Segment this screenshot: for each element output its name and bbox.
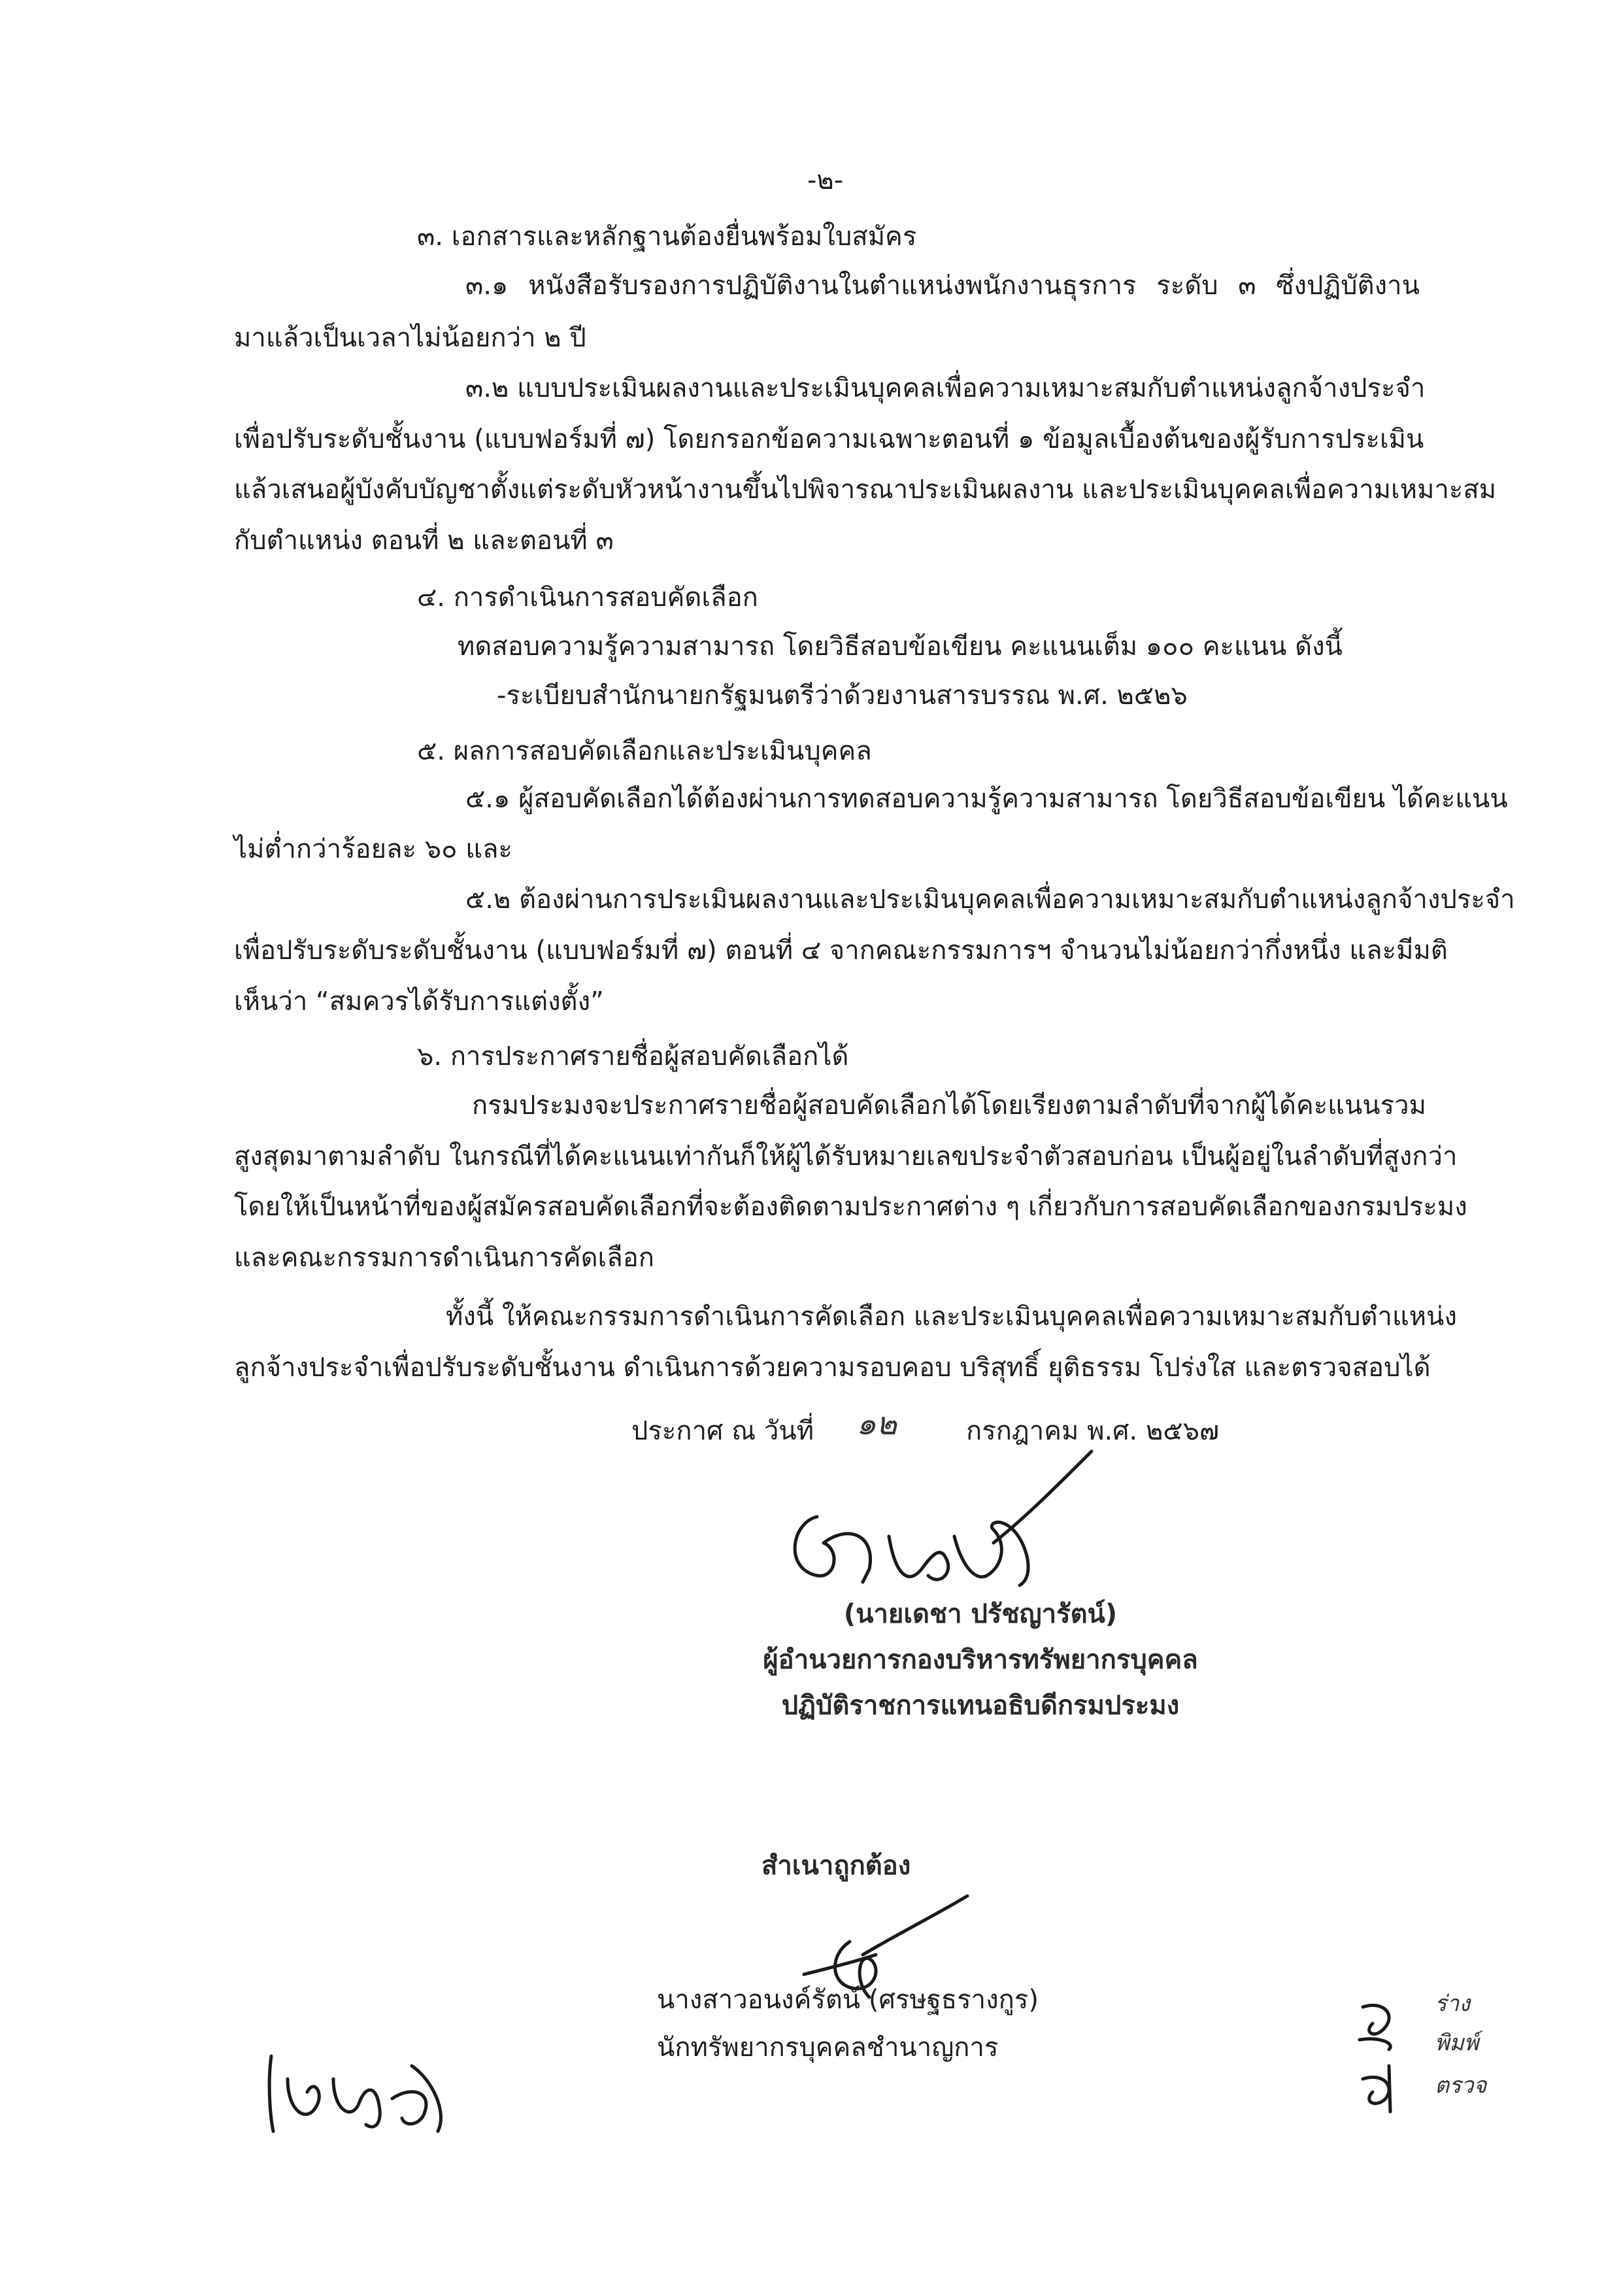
date-month-year: กรกฎาคม พ.ศ. ๒๕๖๗: [966, 1416, 1220, 1446]
section-3-heading: ๓. เอกสารและหลักฐานต้องยื่นพร้อมใบสมัคร: [417, 222, 917, 252]
section-6-line-1: กรมประมงจะประกาศรายชื่อผู้สอบคัดเลือกได้โดยเรียงตามลำดับที่จากผู้ได้คะแนนรวม: [472, 1090, 1426, 1121]
section-4-heading: ๔. การดำเนินการสอบคัดเลือก: [417, 582, 758, 613]
section-3-2-line-3: แล้วเสนอผู้บังคับบัญชาตั้งแต่ระดับหัวหน้างานขึ้นไปพิจารณาประเมินผลงาน และประเมินบุคคลเพื่อความเหมาะสม: [234, 475, 1497, 505]
margin-initials: [1350, 1987, 1409, 2118]
certifier-position: นักทรัพยากรบุคคลชำนาญการ: [657, 2033, 999, 2063]
margin-note-print: พิมพ์: [1435, 2030, 1479, 2056]
section-6-line-3: โดยให้เป็นหน้าที่ของผู้สมัครสอบคัดเลือกที่จะต้องติดตามประกาศต่าง ๆ เกี่ยวกับการสอบคัดเลือกของกรมประมง: [234, 1192, 1467, 1222]
margin-note-check: ตรวจ: [1435, 2072, 1487, 2099]
certifier-name: นางสาวอนงค์รัตน์ (ศรษฐธรางกูร): [657, 1985, 1039, 2015]
margin-note-draft: ร่าง: [1435, 1991, 1470, 2017]
section-6-line-4: และคณะกรรมการดำเนินการคัดเลือก: [234, 1243, 654, 1273]
section-6-heading: ๖. การประกาศรายชื่อผู้สอบคัดเลือกได้: [417, 1041, 849, 1072]
page-number: -๒-: [807, 165, 844, 195]
date-day: ๑๒: [856, 1406, 897, 1442]
section-5-1-line-1: ๕.๑ ผู้สอบคัดเลือกได้ต้องผ่านการทดสอบความรู้ความสามารถ โดยวิธีสอบข้อเขียน ได้คะแนน: [465, 784, 1508, 814]
signatory-title-2: ปฏิบัติราชการแทนอธิบดีกรมประมง: [781, 1691, 1180, 1721]
section-3-2-line-1: ๓.๒ แบบประเมินผลงานและประเมินบุคคลเพื่อความเหมาะสมกับตำแหน่งลูกจ้างประจำ: [465, 373, 1426, 403]
closing-line-2: ลูกจ้างประจำเพื่อปรับระดับชั้นงาน ดำเนินการด้วยความรอบคอบ บริสุทธิ์ ยุติธรรม โปร่งใส และตรวจสอบได้: [234, 1353, 1431, 1383]
closing-line-1: ทั้งนี้ ให้คณะกรรมการดำเนินการคัดเลือก และประเมินบุคคลเพื่อความเหมาะสมกับตำแหน่ง: [446, 1302, 1458, 1332]
section-4-line-2: -ระเบียบสำนักนายกรัฐมนตรีว่าด้วยงานสารบรรณ พ.ศ. ๒๕๒๖: [497, 681, 1188, 711]
director-signature: [778, 1445, 1118, 1595]
section-4-line-1: ทดสอบความรู้ความสามารถ โดยวิธีสอบข้อเขียน คะแนนเต็ม ๑๐๐ คะแนน ดังนี้: [458, 632, 1343, 662]
section-3-1-line-2: มาแล้วเป็นเวลาไม่น้อยกว่า ๒ ปี: [234, 323, 586, 353]
section-5-2-line-1: ๕.๒ ต้องผ่านการประเมินผลงานและประเมินบุคคลเพื่อความเหมาะสมกับตำแหน่งลูกจ้างประจำ: [465, 885, 1515, 915]
section-3-2-line-4: กับตำแหน่ง ตอนที่ ๒ และตอนที่ ๓: [234, 526, 614, 556]
section-5-2-line-2: เพื่อปรับระดับระดับชั้นงาน (แบบฟอร์มที่ ๗) ตอนที่ ๔ จากคณะกรรมการฯ จำนวนไม่น้อยกว่ากึ่งหนึ่ง และมีมติ: [234, 936, 1448, 966]
section-5-1-line-2: ไม่ต่ำกว่าร้อยละ ๖๐ และ: [234, 834, 513, 864]
date-prefix: ประกาศ ณ วันที่: [631, 1416, 814, 1446]
initials-signature: [261, 2040, 458, 2144]
signatory-name: (นายเดชา ปรัชญารัตน์): [843, 1599, 1118, 1629]
section-6-line-2: สูงสุดมาตามลำดับ ในกรณีที่ได้คะแนนเท่ากันก็ให้ผู้ได้รับหมายเลขประจำตัวสอบก่อน เป็นผู้อยู่ในลำดับที่สูงกว่า: [234, 1141, 1458, 1172]
section-3-2-line-2: เพื่อปรับระดับชั้นงาน (แบบฟอร์มที่ ๗) โดยกรอกข้อความเฉพาะตอนที่ ๑ ข้อมูลเบื้องต้นของผู้รับการประเมิน: [234, 424, 1424, 454]
certified-copy-label: สำเนาถูกต้อง: [761, 1851, 911, 1881]
signatory-title-1: ผู้อำนวยการกองบริหารทรัพยากรบุคคล: [763, 1645, 1198, 1675]
section-5-2-line-3: เห็นว่า “สมควรได้รับการแต่งตั้ง”: [234, 987, 604, 1017]
section-5-heading: ๕. ผลการสอบคัดเลือกและประเมินบุคคล: [417, 736, 872, 766]
section-3-1-line-1: ๓.๑ หนังสือรับรองการปฏิบัติงานในตำแหน่งพนักงานธุรการ ระดับ ๓ ซึ่งปฏิบัติงาน: [465, 271, 1420, 301]
